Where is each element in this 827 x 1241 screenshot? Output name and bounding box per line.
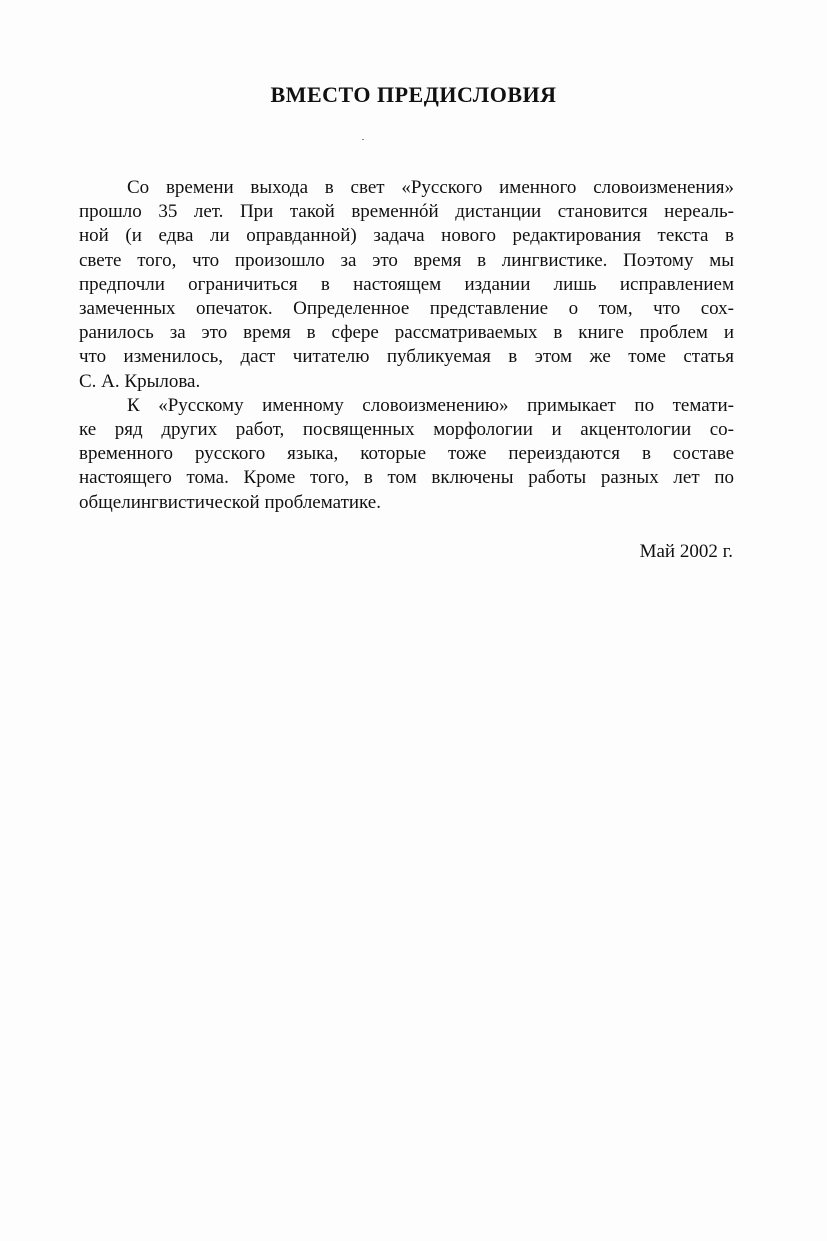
text-line: временного русского языка, которые тоже переиздаются в составе — [79, 443, 734, 465]
text-line: общелингвистической проблематике. — [79, 491, 381, 513]
text-line: ной (и едва ли оправданной) задача нового редактирования текста в — [79, 225, 734, 247]
paragraph-1 — [79, 176, 734, 394]
text-line: прошло 35 лет. При такой временнóй дистанции становится нереаль- — [79, 201, 734, 223]
text-line: К «Русскому именному словоизменению» примыкает по темати- — [127, 394, 734, 416]
text-line: предпочли ограничиться в настоящем издании лишь исправлением — [79, 273, 734, 295]
text-line: свете того, что произошло за это время в лингвистике. Поэтому мы — [79, 249, 734, 271]
page-title: ВМЕСТО ПРЕДИСЛОВИЯ — [270, 82, 557, 107]
text-line: ранилось за это время в сфере рассматриваемых в книге проблем и — [79, 322, 734, 344]
body-text — [79, 176, 734, 515]
text-line: замеченных опечаток. Определенное представление о том, что сох- — [79, 298, 734, 320]
text-line: Со времени выхода в свет «Русского именного словоизменения» — [127, 177, 734, 198]
print-speck — [362, 139, 364, 140]
text-line: настоящего тома. Кроме того, в том включены работы разных лет по — [79, 467, 734, 489]
text-line: С. А. Крылова. — [79, 370, 201, 392]
text-line: ке ряд других работ, посвященных морфологии и акцентологии со- — [79, 419, 734, 441]
text-line: что изменилось, даст читателю публикуемая в этом же томе статья — [79, 346, 734, 368]
date-signature: Май 2002 г. — [639, 541, 733, 562]
paragraph-2 — [79, 394, 734, 515]
